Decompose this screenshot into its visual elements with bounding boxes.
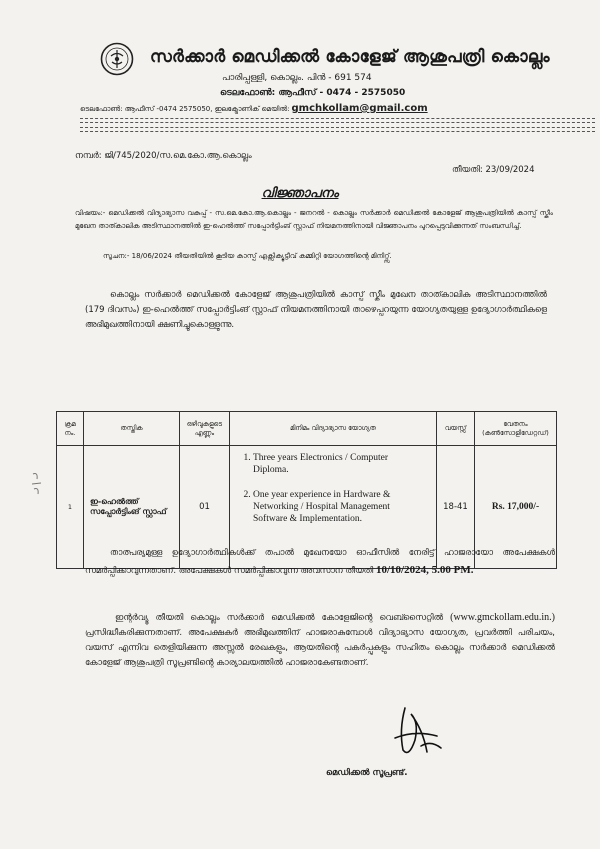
divider-dashed-bottom	[80, 127, 595, 132]
interview-text-before: ഇന്റർവ്യൂ തീയതി കൊല്ലം സർക്കാർ മെഡിക്കൽ കോളേജിന്റെ വെബ്സൈറ്റിൽ	[115, 613, 444, 623]
cell-vacancies: 01	[180, 446, 230, 569]
margin-handwriting	[30, 470, 44, 496]
interview-paragraph	[85, 610, 555, 671]
cell-post: ഇ-ഹെൽത്ത് സപ്പോർട്ടിംങ് സ്റ്റാഫ്	[84, 446, 180, 569]
website-link[interactable]: (www.gmckollam.edu.in.)	[450, 612, 555, 623]
reference-note: സൂചന:- 18/06/2024 തീയതിയിൽ കൂടിയ കാസ്പ് എക്സിക്യൂട്ടീവ് കമ്മിറ്റി യോഗത്തിന്റെ മിനിറ്റ്സ്.	[103, 252, 392, 260]
contact-line-text: ടെലഫോൺ: ആഫീസ് -0474 2575050, ഇലക്ട്രോണിക് മെയിൽ:	[80, 105, 290, 113]
cell-pay: Rs. 17,000/-	[475, 446, 557, 569]
notice-title	[0, 186, 600, 201]
apply-paragraph	[85, 545, 555, 580]
cell-serial: 1	[57, 446, 84, 569]
subject-paragraph: വിഷയം:- മെഡിക്കൽ വിദ്യാഭ്യാസ വകുപ്പ് - സ.മെ.കോ.ആ.കൊല്ലം - ജനറൽ - കൊല്ലം സർക്കാർ മെഡിക്കൽ കോളേജ് ആശുപത്രിയിൽ കാസ്പ് സ്കീം മുഖേന താത്കാലിക അടിസ്ഥാനത്തിൽ ഇ-ഹെൽത്ത് സപ്പോർട്ടിംങ് സ്റ്റാഫ് നിയമനത്തിനായി വിജ്ഞാപനം പുറപ്പെടുവിക്കുന്നത് സംബന്ധിച്ച്.	[75, 209, 553, 230]
interview-text-after: പ്രസിദ്ധീകരിക്കുന്നതാണ്. അപേക്ഷകർ അഭിമുഖത്തിന് ഹാജരാകുമ്പോൾ വിദ്യാഭ്യാസ യോഗ്യത, പ്രവർത്തി പരിചയം, വയസ് എന്നിവ തെളിയിക്കുന്ന അസ്സൽ രേഖകളും, ആയതിന്റെ പകർപ്പുകളും സഹിതം കൊല്ലം സർക്കാർ മെഡിക്കൽ കോളേജ് ആശുപത്രി സൂപ്രണ്ടിന്റെ കാര്യാലയത്തിൽ ഹാജരാകേണ്ടതാണ്.	[85, 628, 555, 668]
divider-dashed-top	[80, 118, 595, 123]
qualification-item-1: 1. Three years Electronics / Computer Diploma.	[253, 452, 426, 476]
header-serial: ക്രമ നം.	[57, 412, 84, 446]
office-telephone: ടെലഫോൺ: ആഫീസ് - 0474 - 2575050	[220, 88, 406, 98]
header-post: തസ്തിക	[84, 412, 180, 446]
reference-date: തീയതി: 23/09/2024	[452, 165, 535, 175]
intro-paragraph: കൊല്ലം സർക്കാർ മെഡിക്കൽ കോളേജ് ആശുപത്രിയിൽ കാസ്പ് സ്കീം മുഖേന താത്കാലിക അടിസ്ഥാനത്തിൽ (179 ദിവസം) ഇ-ഹെൽത്ത് സപ്പോർട്ടിംങ് സ്റ്റാഫ് നിയമനത്തിനായി താഴെപ്പറയുന്ന യോഗ്യതയുള്ള ഉദ്യോഗാർത്ഥികളെ അഭിമുഖത്തിനായി ക്ഷണിച്ചുകൊള്ളുന്നു.	[85, 290, 547, 330]
signature	[375, 700, 455, 760]
header-vacancies: ഒഴിവുകളുടെ എണ്ണം	[180, 412, 230, 446]
email-link[interactable]: gmchkollam@gmail.com	[291, 103, 428, 114]
last-date: 10/10/2024, 5.00 PM.	[375, 564, 474, 576]
college-emblem-logo	[100, 42, 134, 76]
cell-age: 18-41	[437, 446, 475, 569]
table-header-row	[57, 412, 557, 446]
hospital-title: സർക്കാർ മെഡിക്കൽ കോളേജ് ആശുപത്രി കൊല്ലം	[150, 47, 550, 67]
apply-text: താത്പര്യമുള്ള ഉദ്യോഗാർത്ഥികൾക്ക് തപാൽ മുഖേനയോ ഓഫീസിൽ നേരിട്ട് ഹാജരായോ അപേക്ഷകൾ സമർപ്പിക്കാവുന്നതാണ്. അപേക്ഷകൾ സമർപ്പിക്കാവുന്ന അവസാന തീയതി	[85, 548, 555, 576]
reference-number: നമ്പർ: ജി/745/2020/സ.മെ.കോ.ആ.കൊല്ലം	[75, 151, 252, 161]
header-qualification: മിനിമം വിദ്യാഭ്യാസ യോഗ്യത	[230, 412, 437, 446]
qualification-item-2: 2. One year experience in Hardware & Networking / Hospital Management Software & Implementation.	[253, 489, 426, 525]
signatory-designation: മെഡിക്കൽ സൂപ്രണ്ട്.	[326, 768, 408, 778]
contact-line	[80, 103, 428, 114]
hospital-address: പാരിപ്പള്ളി, കൊല്ലം. പിൻ - 691 574	[222, 73, 372, 83]
notice-title-text: വിജ്ഞാപനം	[261, 186, 339, 201]
qualification-list	[236, 452, 426, 525]
header-age: വയസ്സ്	[437, 412, 475, 446]
header-pay: വേതനം (കൺസോളിഡേറ്റഡ്)	[475, 412, 557, 446]
